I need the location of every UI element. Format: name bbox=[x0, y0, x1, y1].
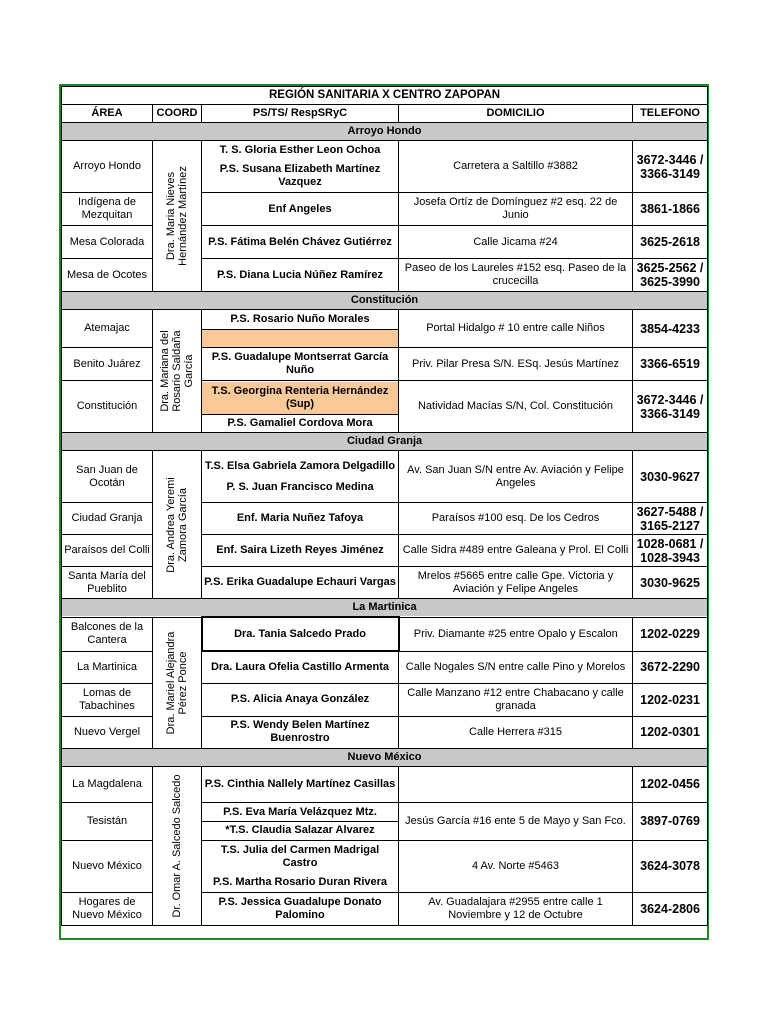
phone-cell: 3625-2562 / 3625-3990 bbox=[633, 259, 708, 292]
address-cell: 4 Av. Norte #5463 bbox=[399, 840, 633, 892]
phone-cell: 3366-6519 bbox=[633, 348, 708, 381]
phone-cell: 1202-0229 bbox=[633, 617, 708, 651]
phone-cell: 3897-0769 bbox=[633, 802, 708, 840]
coordinator-name: Dra. Maria Nieves bbox=[165, 171, 177, 261]
header-ps: PS/TS/ RespSRyC bbox=[202, 105, 399, 123]
staff-cell: Enf Angeles bbox=[202, 193, 399, 226]
staff-cell: P.S. Diana Lucia Núñez Ramírez bbox=[202, 259, 399, 292]
staff-name: P.S. Susana Elizabeth Martínez Vazquez bbox=[219, 163, 381, 188]
area-cell: Constitución bbox=[62, 381, 153, 433]
staff-name: P.S. Gamaliel Cordova Mora bbox=[202, 414, 399, 432]
phone-cell: 3854-4233 bbox=[633, 310, 708, 348]
area-cell: Arroyo Hondo bbox=[62, 141, 153, 193]
address-cell: Paseo de los Laureles #152 esq. Paseo de la crucecilla bbox=[399, 259, 633, 292]
area-cell: Benito Juárez bbox=[62, 348, 153, 381]
staff-cell: P.S. Fátima Belén Chávez Gutiérrez bbox=[202, 226, 399, 259]
staff-name: P.S. Martha Rosario Duran Rivera bbox=[212, 875, 388, 888]
area-cell: Hogares de Nuevo México bbox=[62, 892, 153, 925]
staff-cell: P.S. Alicia Anaya González bbox=[202, 683, 399, 716]
staff-name: T.S. Julia del Carmen Madrigal Castro bbox=[220, 843, 380, 869]
coordinator-cell bbox=[153, 617, 202, 748]
staff-cell bbox=[202, 310, 399, 348]
area-cell: Nuevo México bbox=[62, 840, 153, 892]
staff-cell bbox=[202, 802, 399, 840]
header-coord: COORD bbox=[153, 105, 202, 123]
staff-cell bbox=[202, 840, 399, 892]
coordinator-name: Pérez Ponce bbox=[176, 651, 189, 714]
address-cell: Calle Nogales S/N entre calle Pino y Morelos bbox=[399, 651, 633, 683]
staff-cell: P.S. Wendy Belen Martínez Buenrostro bbox=[202, 716, 399, 748]
directory-document bbox=[59, 84, 709, 940]
zone-header-constitucion: Constitución bbox=[62, 292, 708, 310]
staff-name: T.S. Georgina Renteria Hernández (Sup) bbox=[202, 382, 398, 414]
zone-header-la-martinica: La Martinica bbox=[62, 599, 708, 618]
staff-name-empty bbox=[202, 329, 399, 347]
address-cell: Josefa Ortíz de Domínguez #2 esq. 22 de Junio bbox=[399, 193, 633, 226]
zone-header-arroyo-hondo: Arroyo Hondo bbox=[62, 123, 708, 141]
address-cell: Jesús García #16 ente 5 de Mayo y San Fco. bbox=[399, 802, 633, 840]
area-cell: Nuevo Vergel bbox=[62, 716, 153, 748]
address-cell: Mrelos #5665 entre calle Gpe. Victoria y Aviación y Felipe Angeles bbox=[399, 567, 633, 599]
header-area: ÁREA bbox=[62, 105, 153, 123]
phone-cell: 3030-9625 bbox=[633, 567, 708, 599]
area-cell: Balcones de la Cantera bbox=[62, 617, 153, 651]
coordinator-cell bbox=[153, 766, 202, 925]
area-cell: Santa María del Pueblito bbox=[62, 567, 153, 599]
phone-cell: 1028-0681 / 1028-3943 bbox=[633, 535, 708, 567]
area-cell: Lomas de Tabachines bbox=[62, 683, 153, 716]
address-cell: Av. Guadalajara #2955 entre calle 1 Noviembre y 12 de Octubre bbox=[399, 892, 633, 925]
address-cell: Natividad Macías S/N, Col. Constitución bbox=[399, 381, 633, 433]
area-cell: San Juan de Ocotán bbox=[62, 451, 153, 503]
phone-cell: 3624-3078 bbox=[633, 840, 708, 892]
staff-name: *T.S. Claudia Salazar Alvarez bbox=[202, 821, 399, 839]
address-cell: Paraísos #100 esq. De los Cedros bbox=[399, 503, 633, 535]
coordinator-name: Hernández Martínez bbox=[177, 166, 189, 266]
coordinator-name: Zamora García bbox=[177, 487, 189, 562]
staff-cell: P.S. Jessica Guadalupe Donato Palomino bbox=[202, 892, 399, 925]
phone-cell: 1202-0301 bbox=[633, 716, 708, 748]
staff-cell: P.S. Guadalupe Montserrat García Nuño bbox=[202, 348, 399, 381]
staff-cell: P.S. Cinthia Nallely Martínez Casillas bbox=[202, 766, 399, 802]
staff-cell: Dra. Tania Salcedo Prado bbox=[202, 617, 399, 651]
header-domicilio: DOMICILIO bbox=[399, 105, 633, 123]
phone-cell: 3861-1866 bbox=[633, 193, 708, 226]
phone-cell: 3672-2290 bbox=[633, 651, 708, 683]
phone-cell: 3672-3446 / 3366-3149 bbox=[633, 141, 708, 193]
phone-cell: 3625-2618 bbox=[633, 226, 708, 259]
staff-cell bbox=[202, 381, 399, 433]
staff-cell bbox=[202, 141, 399, 193]
area-cell: La Martinica bbox=[62, 651, 153, 683]
area-cell: Paraísos del Colli bbox=[62, 535, 153, 567]
address-cell bbox=[399, 766, 633, 802]
area-cell: Mesa de Ocotes bbox=[62, 259, 153, 292]
phone-cell: 3627-5488 / 3165-2127 bbox=[633, 503, 708, 535]
coordinator-name: Dr. Omar A. Salcedo Salcedo bbox=[171, 773, 183, 918]
phone-cell: 1202-0456 bbox=[633, 766, 708, 802]
address-cell: Calle Herrera #315 bbox=[399, 716, 633, 748]
address-cell: Calle Jicama #24 bbox=[399, 226, 633, 259]
staff-cell bbox=[202, 451, 399, 503]
area-cell: Tesistán bbox=[62, 802, 153, 840]
address-cell: Av. San Juan S/N entre Av. Aviación y Felipe Angeles bbox=[399, 451, 633, 503]
coordinator-name: Dra. Andrea Yeremi bbox=[165, 476, 177, 573]
area-cell: Indígena de Mezquitan bbox=[62, 193, 153, 226]
staff-cell: P.S. Erika Guadalupe Echauri Vargas bbox=[202, 567, 399, 599]
staff-name: T. S. Gloria Esther Leon Ochoa bbox=[219, 144, 381, 156]
address-cell: Calle Sidra #489 entre Galeana y Prol. El Colli bbox=[399, 535, 633, 567]
coordinator-name: Dra. Mariana del bbox=[159, 330, 171, 412]
coordinator-cell bbox=[153, 141, 202, 292]
staff-name: P.S. Eva María Velázquez Mtz. bbox=[223, 805, 377, 818]
header-telefono: TELEFONO bbox=[633, 105, 708, 123]
zone-header-ciudad-granja: Ciudad Granja bbox=[62, 433, 708, 451]
coordinator-name: García bbox=[183, 354, 195, 388]
staff-cell: Enf. Saira Lizeth Reyes Jiménez bbox=[202, 535, 399, 567]
staff-name: P.S. Rosario Nuño Morales bbox=[230, 313, 370, 325]
coordinator-cell bbox=[153, 310, 202, 433]
staff-cell: Dra. Laura Ofelia Castillo Armenta bbox=[202, 651, 399, 683]
coordinator-name: Dra. Mariel Alejandra bbox=[164, 631, 177, 734]
phone-cell: 3672-3446 / 3366-3149 bbox=[633, 381, 708, 433]
address-cell: Priv. Diamante #25 entre Opalo y Escalon bbox=[399, 617, 633, 651]
area-cell: Mesa Colorada bbox=[62, 226, 153, 259]
directory-table bbox=[61, 86, 708, 926]
coordinator-name: Rosario Saldaña bbox=[171, 330, 183, 412]
area-cell: Atemajac bbox=[62, 310, 153, 348]
staff-name: P. S. Juan Francisco Medina bbox=[226, 480, 374, 493]
phone-cell: 1202-0231 bbox=[633, 683, 708, 716]
zone-header-nuevo-mexico: Nuevo México bbox=[62, 748, 708, 766]
staff-name: T.S. Elsa Gabriela Zamora Delgadillo bbox=[204, 459, 396, 472]
coordinator-cell bbox=[153, 451, 202, 599]
area-cell: La Magdalena bbox=[62, 766, 153, 802]
staff-cell: Enf. Maria Nuñez Tafoya bbox=[202, 503, 399, 535]
address-cell: Priv. Pilar Presa S/N. ESq. Jesús Martínez bbox=[399, 348, 633, 381]
address-cell: Portal Hidalgo # 10 entre calle Niños bbox=[399, 310, 633, 348]
address-cell: Calle Manzano #12 entre Chabacano y calle granada bbox=[399, 683, 633, 716]
phone-cell: 3030-9627 bbox=[633, 451, 708, 503]
area-cell: Ciudad Granja bbox=[62, 503, 153, 535]
phone-cell: 3624-2806 bbox=[633, 892, 708, 925]
table-title: REGIÓN SANITARIA X CENTRO ZAPOPAN bbox=[62, 87, 708, 105]
address-cell: Carretera a Saltillo #3882 bbox=[399, 141, 633, 193]
